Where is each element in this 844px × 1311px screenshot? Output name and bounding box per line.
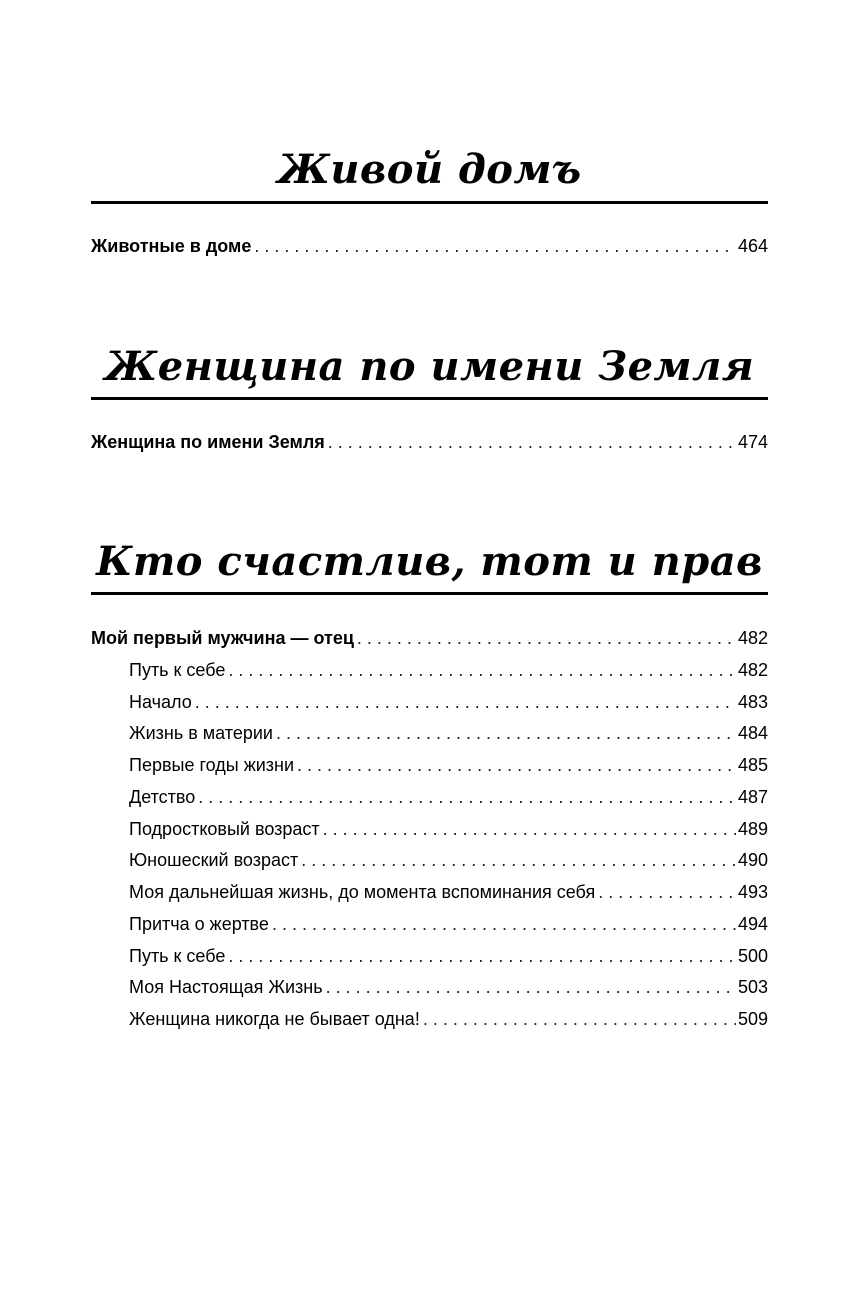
toc-entry-page: 464 [737, 236, 768, 256]
toc-entry-page: 482 [737, 660, 768, 680]
toc-entry-page: 484 [737, 723, 768, 743]
toc-subentry[interactable] [129, 658, 768, 682]
section-divider [91, 201, 768, 204]
toc-subentry[interactable] [129, 944, 768, 968]
toc-entry-label: Женщина по имени Земля [91, 432, 325, 452]
toc-entry-label: Моя Настоящая Жизнь [129, 977, 323, 997]
dot-leader [598, 880, 736, 904]
dot-leader [198, 785, 736, 809]
section-divider [91, 397, 768, 400]
toc-subentry[interactable] [129, 975, 768, 999]
toc-entry-page: 487 [737, 787, 768, 807]
toc-subentry[interactable] [129, 880, 768, 904]
toc-entry-label: Жизнь в материи [129, 723, 273, 743]
dot-leader [195, 690, 736, 714]
toc-subentry[interactable] [129, 848, 768, 872]
toc-entry-label: Подростковый возраст [129, 819, 320, 839]
toc-entry-page: 493 [737, 882, 768, 902]
section-title: Живой домъ [277, 146, 582, 193]
dot-leader [272, 912, 736, 936]
toc-entry-label: Путь к себе [129, 660, 226, 680]
toc-entry-label: Женщина никогда не бывает одна! [129, 1009, 420, 1029]
toc-entry[interactable] [91, 626, 768, 650]
toc-entry-label: Начало [129, 692, 192, 712]
dot-leader [323, 817, 736, 841]
toc-entry-label: Путь к себе [129, 946, 226, 966]
toc-entry-label: Животные в доме [91, 236, 252, 256]
toc-subentry[interactable] [129, 817, 768, 841]
toc-entry-page: 494 [737, 914, 768, 934]
toc-entry[interactable] [91, 234, 768, 258]
toc-subentry[interactable] [129, 721, 768, 745]
toc-entry-page: 500 [737, 946, 768, 966]
dot-leader [328, 430, 736, 454]
section-divider [91, 592, 768, 595]
toc-entry-label: Юношеский возраст [129, 850, 299, 870]
dot-leader [326, 975, 736, 999]
toc-entry-page: 509 [737, 1009, 768, 1029]
toc-entry-page: 483 [737, 692, 768, 712]
toc-entry-label: Детство [129, 787, 196, 807]
dot-leader [228, 658, 736, 682]
dot-leader [357, 626, 736, 650]
dot-leader [254, 234, 736, 258]
toc-subentry[interactable] [129, 690, 768, 714]
section-title: Женщина по имени Земля [104, 343, 755, 390]
toc-entry-page: 474 [737, 432, 768, 452]
toc-subentry[interactable] [129, 1007, 768, 1031]
dot-leader [297, 753, 736, 777]
toc-entry-page: 485 [737, 755, 768, 775]
toc-entry[interactable] [91, 430, 768, 454]
toc-entry-label: Моя дальнейшая жизнь, до момента вспоминания себя [129, 882, 596, 902]
toc-entry-label: Первые годы жизни [129, 755, 295, 775]
toc-entry-page: 482 [737, 628, 768, 648]
section-title: Кто счастлив, тот и прав [96, 538, 763, 585]
toc-entry-label: Притча о жертве [129, 914, 269, 934]
toc-entry-label: Мой первый мужчина — отец [91, 628, 354, 648]
toc-entry-page: 503 [737, 977, 768, 997]
toc-subentry[interactable] [129, 785, 768, 809]
dot-leader [301, 848, 736, 872]
dot-leader [423, 1007, 736, 1031]
toc-entry-page: 489 [737, 819, 768, 839]
dot-leader [276, 721, 736, 745]
toc-entry-page: 490 [737, 850, 768, 870]
dot-leader [228, 944, 736, 968]
toc-subentry[interactable] [129, 912, 768, 936]
toc-subentry[interactable] [129, 753, 768, 777]
